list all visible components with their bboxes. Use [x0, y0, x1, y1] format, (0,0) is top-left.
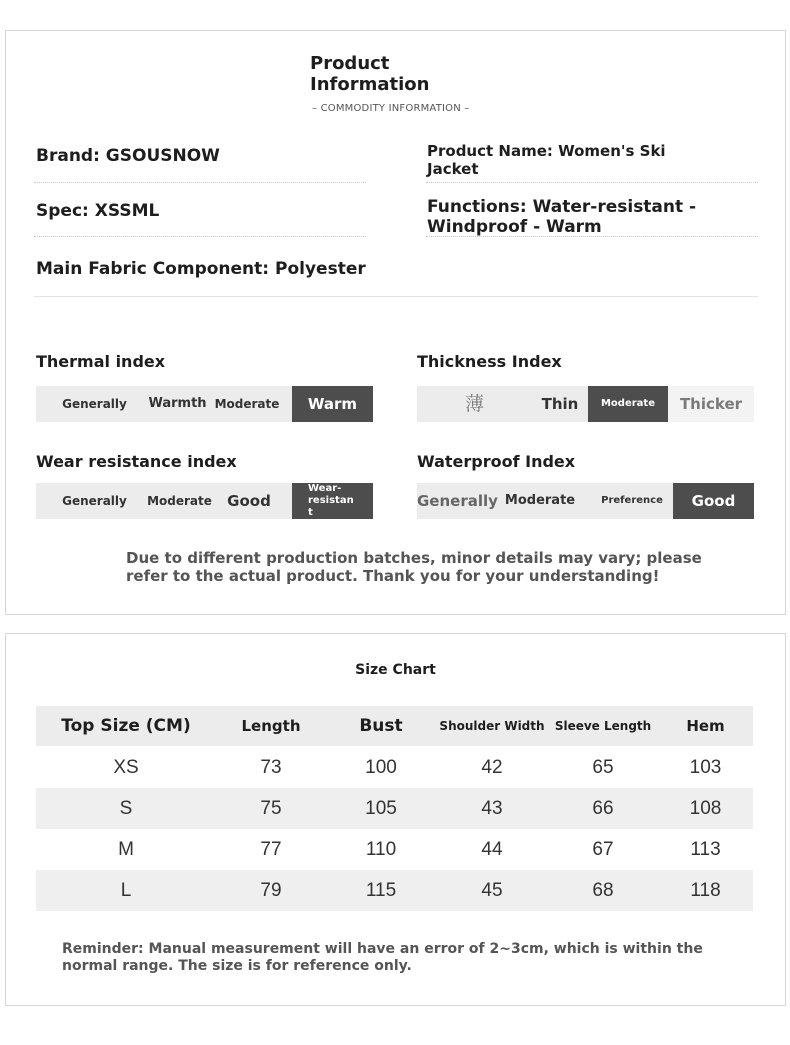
table-row [36, 829, 753, 870]
bust-cell: 105 [365, 797, 397, 819]
wear-level-good: Good [227, 492, 271, 510]
page-subtitle: – COMMODITY INFORMATION – [312, 103, 470, 114]
sleeve-cell: 65 [592, 756, 614, 778]
thermal-level-warm-selected: Warm [292, 386, 373, 422]
size-chart-card [5, 633, 786, 1006]
thermal-level-moderate: Moderate [214, 397, 280, 411]
brand-label: Brand: GSOUSNOW [36, 146, 220, 166]
length-cell: 79 [260, 879, 282, 901]
bust-cell: 115 [365, 879, 397, 901]
hem-cell: 108 [689, 797, 722, 819]
page-title: Product Information [310, 53, 430, 95]
waterproof-index-title: Waterproof Index [417, 452, 576, 471]
size-cell: M [118, 838, 134, 860]
table-row [36, 788, 753, 829]
shoulder-cell: 44 [481, 838, 503, 860]
length-cell: 73 [260, 756, 282, 778]
sleeve-cell: 67 [592, 838, 614, 860]
thermal-index-bar [36, 386, 373, 422]
waterproof-index-bar [417, 483, 754, 519]
thickness-index-bar [417, 386, 754, 422]
divider [426, 182, 758, 183]
functions-label: Functions: Water-resistant - Windproof - Warm [427, 197, 697, 237]
sleeve-cell: 66 [592, 797, 614, 819]
divider [426, 236, 758, 237]
shoulder-cell: 43 [481, 797, 503, 819]
divider [34, 236, 366, 237]
hem-cell: 103 [689, 756, 722, 778]
table-row [36, 870, 753, 911]
section-divider [34, 296, 758, 297]
product-name-label: Product Name: Women's Ski Jacket [427, 142, 666, 178]
thickness-level-thin-cn: 薄 [464, 393, 484, 415]
shoulder-cell: 42 [481, 756, 503, 778]
waterproof-level-good-selected: Good [673, 483, 754, 519]
sleeve-cell: 68 [592, 879, 614, 901]
size-table [36, 706, 753, 911]
thickness-level-thin: Thin [541, 395, 579, 413]
size-cell: XS [113, 756, 139, 778]
table-row [36, 747, 753, 788]
product-information-card [5, 30, 786, 615]
column-header-top-size: Top Size (CM) [61, 716, 191, 736]
bust-cell: 110 [365, 838, 397, 860]
waterproof-level-generally: Generally [417, 492, 498, 510]
thickness-level-thicker: Thicker [668, 386, 754, 422]
thermal-level-warmth: Warmth [148, 396, 207, 411]
size-cell: L [120, 879, 132, 901]
spec-label: Spec: XSSML [36, 201, 160, 221]
size-chart-title: Size Chart [355, 662, 436, 678]
divider [34, 182, 366, 183]
hem-cell: 113 [690, 838, 721, 860]
bust-cell: 100 [365, 756, 397, 778]
thickness-index-title: Thickness Index [417, 352, 562, 371]
length-cell: 77 [260, 838, 282, 860]
size-cell: S [119, 797, 133, 819]
hem-cell: 118 [690, 879, 721, 901]
column-header-bust: Bust [359, 716, 403, 736]
wear-index-bar [36, 483, 373, 519]
measurement-reminder: Reminder: Manual measurement will have an error of 2~3cm, which is within the normal range. The size is for reference only. [62, 941, 703, 974]
waterproof-level-moderate: Moderate [504, 493, 576, 508]
length-cell: 75 [260, 797, 282, 819]
batch-variation-note: Due to different production batches, minor details may vary; please refer to the actual product. Thank you for your understanding! [126, 549, 702, 585]
thickness-level-moderate-selected: Moderate [588, 386, 668, 422]
thermal-level-generally: Generally [62, 397, 127, 411]
fabric-label: Main Fabric Component: Polyester [36, 259, 366, 279]
wear-level-wear-resistant-selected: Wear-resistant [292, 483, 373, 519]
column-header-shoulder-width: Shoulder Width [439, 719, 545, 733]
column-header-sleeve-length: Sleeve Length [554, 719, 652, 733]
wear-level-moderate: Moderate [147, 494, 212, 508]
wear-level-generally: Generally [62, 494, 127, 508]
shoulder-cell: 45 [481, 879, 503, 901]
wear-index-title: Wear resistance index [36, 452, 237, 471]
size-table-header [36, 706, 753, 746]
column-header-length: Length [241, 717, 301, 735]
column-header-hem: Hem [686, 717, 725, 735]
waterproof-level-preference: Preference [601, 495, 663, 506]
thermal-index-title: Thermal index [36, 352, 166, 371]
